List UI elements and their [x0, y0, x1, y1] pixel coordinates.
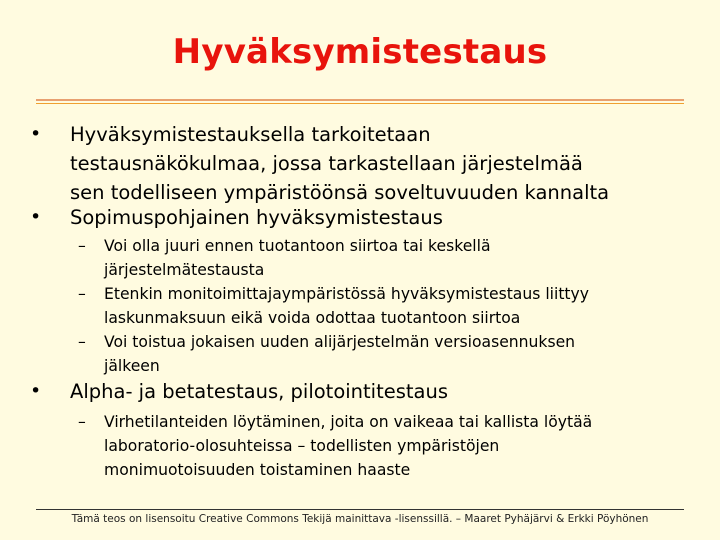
sub-bullet-line: järjestelmätestausta [104, 261, 265, 279]
sub-bullet-item [78, 330, 694, 378]
bullet-item [30, 377, 690, 406]
sub-bullet-line: laskunmaksuun eikä voida odottaa tuotantoon siirtoa [104, 309, 521, 327]
sub-bullet-line: laboratorio-olosuhteissa – todellisten ympäristöjen [104, 437, 500, 455]
sub-bullet-item [78, 410, 694, 482]
bullet-marker: • [30, 123, 42, 145]
title-divider-secondary [36, 103, 684, 104]
dash-marker: – [78, 333, 86, 351]
sub-bullet-item [78, 282, 694, 330]
bullet-item [30, 203, 690, 232]
footer-divider [36, 509, 684, 510]
sub-bullet-line: jälkeen [104, 357, 160, 375]
sub-bullet-line: monimuotoisuuden toistaminen haaste [104, 461, 411, 479]
dash-marker: – [78, 237, 86, 255]
bullet-line: Sopimuspohjainen hyväksymistestaus [70, 206, 443, 229]
bullet-line: sen todelliseen ympäristöönsä soveltuvuuden kannalta [70, 181, 610, 204]
bullet-marker: • [30, 206, 42, 228]
license-footer: Tämä teos on lisensoitu Creative Commons Tekijä mainittava -lisenssillä. – Maaret Pyhäjärvi & Erkki Pöyhönen [71, 513, 649, 525]
sub-bullet-line: Virhetilanteiden löytäminen, joita on vaikeaa tai kallista löytää [104, 413, 593, 431]
sub-bullet-line: Voi toistua jokaisen uuden alijärjestelmän versioasennuksen [104, 333, 576, 351]
dash-marker: – [78, 285, 86, 303]
bullet-line: Alpha- ja betatestaus, pilotointitestaus [70, 380, 449, 403]
sub-bullet-line: Etenkin monitoimittajaympäristössä hyväksymistestaus liittyy [104, 285, 590, 303]
bullet-marker: • [30, 380, 42, 402]
bullet-item [30, 120, 690, 207]
bullet-line: Hyväksymistestauksella tarkoitetaan [70, 123, 431, 146]
sub-bullet-item [78, 234, 694, 282]
slide-title: Hyväksymistestaus [172, 32, 548, 72]
sub-bullet-line: Voi olla juuri ennen tuotantoon siirtoa tai keskellä [104, 237, 491, 255]
dash-marker: – [78, 413, 86, 431]
bullet-line: testausnäkökulmaa, jossa tarkastellaan järjestelmää [70, 152, 583, 175]
title-divider [36, 99, 684, 101]
